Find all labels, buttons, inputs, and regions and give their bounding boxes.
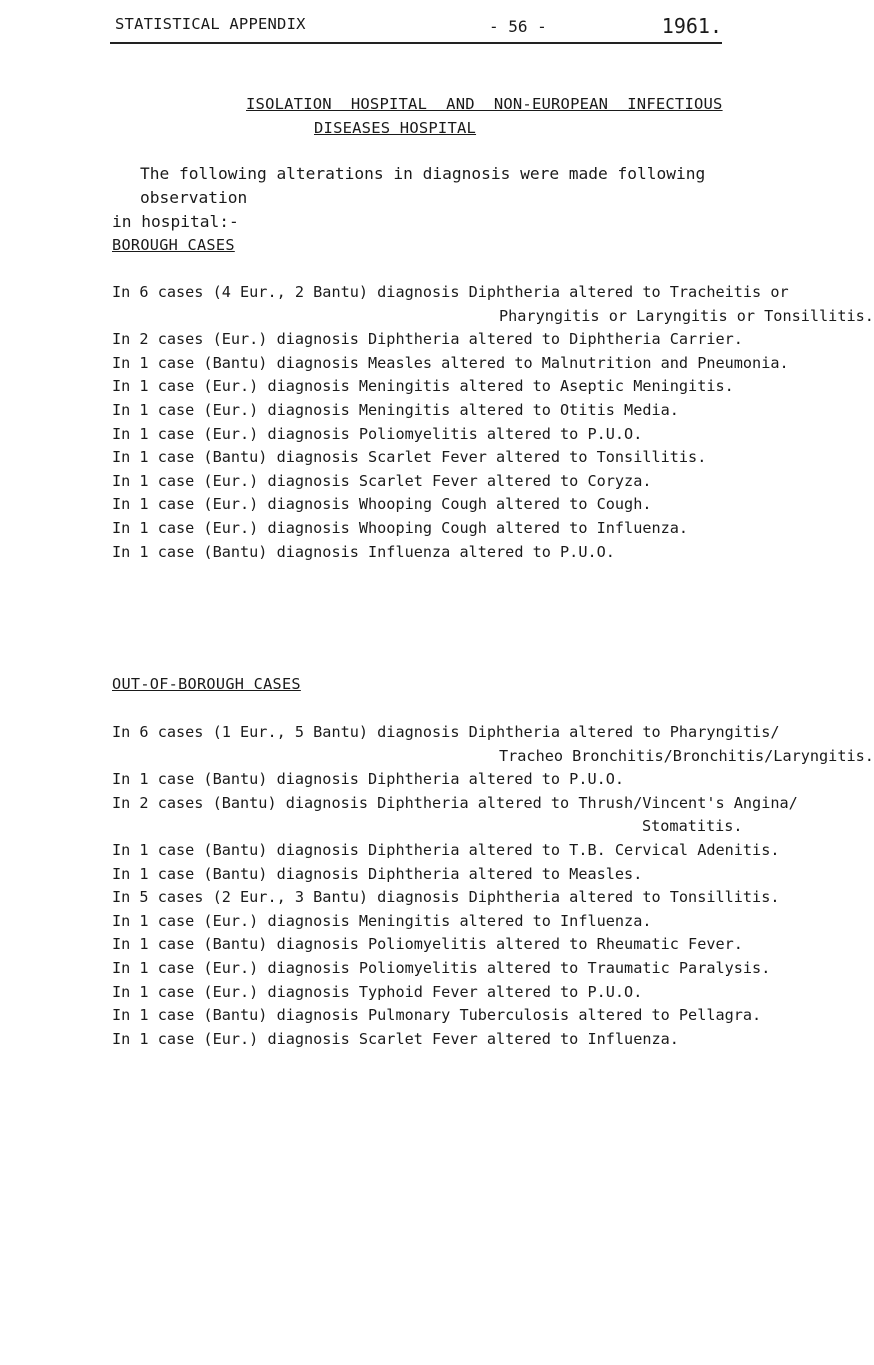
case-entry (112, 375, 800, 399)
page-header (115, 13, 722, 41)
case-entry (112, 863, 800, 887)
header-rule (110, 42, 722, 44)
case-entry-text: In 1 case (Bantu) diagnosis Pulmonary Tuberculosis altered to Pellagra. (112, 1006, 762, 1025)
case-entry-text: In 1 case (Eur.) diagnosis Scarlet Fever altered to Influenza. (112, 1029, 679, 1048)
case-entry (112, 328, 800, 352)
case-entry-continuation: Tracheo Bronchitis/Bronchitis/Laryngitis. (499, 746, 874, 765)
case-entry (112, 541, 800, 565)
case-entry (112, 839, 800, 863)
case-entry-text: In 1 case (Bantu) diagnosis Scarlet Fever altered to Tonsillitis. (112, 448, 707, 467)
case-entry-text: In 1 case (Bantu) diagnosis Diphtheria altered to P.U.O. (112, 770, 625, 789)
page-number: - 56 - (489, 17, 547, 36)
case-entry (112, 981, 800, 1005)
case-entry-text: In 1 case (Bantu) diagnosis Diphtheria altered to Measles. (112, 864, 643, 883)
case-entry (112, 1028, 800, 1052)
borough-cases-heading: BOROUGH CASES (112, 236, 235, 254)
case-entry (112, 910, 800, 934)
case-entry-text: In 1 case (Eur.) diagnosis Poliomyelitis altered to P.U.O. (112, 424, 643, 443)
case-entry (112, 352, 800, 376)
case-entry-text: In 1 case (Eur.) diagnosis Meningitis altered to Otitis Media. (112, 400, 679, 419)
section-label: STATISTICAL APPENDIX (115, 15, 306, 33)
case-entry (112, 933, 800, 957)
case-entry (112, 721, 874, 768)
case-entry-text: In 6 cases (1 Eur., 5 Bantu) diagnosis Diphtheria altered to Pharyngitis/ (112, 723, 780, 741)
case-entry-text: In 1 case (Eur.) diagnosis Typhoid Fever altered to P.U.O. (112, 982, 643, 1001)
case-entry-text: In 2 cases (Bantu) diagnosis Diphtheria altered to Thrush/Vincent's Angina/ (112, 793, 798, 812)
case-entry-continuation: Pharyngitis or Laryngitis or Tonsillitis. (499, 306, 874, 325)
case-entry-continuation: Stomatitis. (642, 817, 743, 836)
case-entry-text: In 1 case (Bantu) diagnosis Measles altered to Malnutrition and Pneumonia. (112, 353, 789, 372)
borough-cases-list (112, 281, 874, 564)
case-entry-text: In 1 case (Eur.) diagnosis Whooping Cough altered to Cough. (112, 495, 652, 514)
case-entry-text: In 5 cases (2 Eur., 3 Bantu) diagnosis Diphtheria altered to Tonsillitis. (112, 888, 780, 907)
case-entry (112, 768, 800, 792)
case-entry (112, 423, 800, 447)
out-of-borough-cases-heading: OUT-OF-BOROUGH CASES (112, 675, 301, 693)
case-entry-text: In 1 case (Bantu) diagnosis Influenza altered to P.U.O. (112, 542, 615, 561)
intro-line-2: in hospital:- (112, 212, 239, 231)
report-year: 1961. (661, 14, 722, 38)
case-entry-text: In 1 case (Eur.) diagnosis Meningitis altered to Aseptic Meningitis. (112, 377, 734, 396)
intro-paragraph (112, 162, 782, 234)
case-entry (112, 446, 800, 470)
document-title-line-2: DISEASES HOSPITAL (314, 119, 477, 137)
out-of-borough-cases-list (112, 721, 874, 1051)
document-title-line-1: ISOLATION HOSPITAL AND NON-EUROPEAN INFECTIOUS (246, 95, 723, 113)
case-entry (112, 470, 800, 494)
case-entry (112, 792, 800, 839)
case-entry-text: In 1 case (Bantu) diagnosis Diphtheria altered to T.B. Cervical Adenitis. (112, 840, 780, 859)
case-entry-text: In 1 case (Eur.) diagnosis Meningitis altered to Influenza. (112, 911, 652, 930)
case-entry-text: In 1 case (Eur.) diagnosis Poliomyelitis altered to Traumatic Paralysis. (112, 958, 771, 977)
case-entry (112, 399, 800, 423)
case-entry (112, 493, 800, 517)
case-entry-text: In 2 cases (Eur.) diagnosis Diphtheria altered to Diphtheria Carrier. (112, 330, 743, 349)
case-entry (112, 886, 800, 910)
case-entry (112, 281, 874, 328)
case-entry (112, 1004, 800, 1028)
case-entry-text: In 1 case (Bantu) diagnosis Poliomyelitis altered to Rheumatic Fever. (112, 935, 743, 954)
case-entry (112, 957, 800, 981)
intro-line-1: The following alterations in diagnosis were made following observation (140, 164, 706, 207)
case-entry-text: In 1 case (Eur.) diagnosis Scarlet Fever altered to Coryza. (112, 471, 652, 490)
case-entry-text: In 1 case (Eur.) diagnosis Whooping Cough altered to Influenza. (112, 518, 689, 537)
case-entry-text: In 6 cases (4 Eur., 2 Bantu) diagnosis Diphtheria altered to Tracheitis or (112, 283, 789, 301)
case-entry (112, 517, 800, 541)
